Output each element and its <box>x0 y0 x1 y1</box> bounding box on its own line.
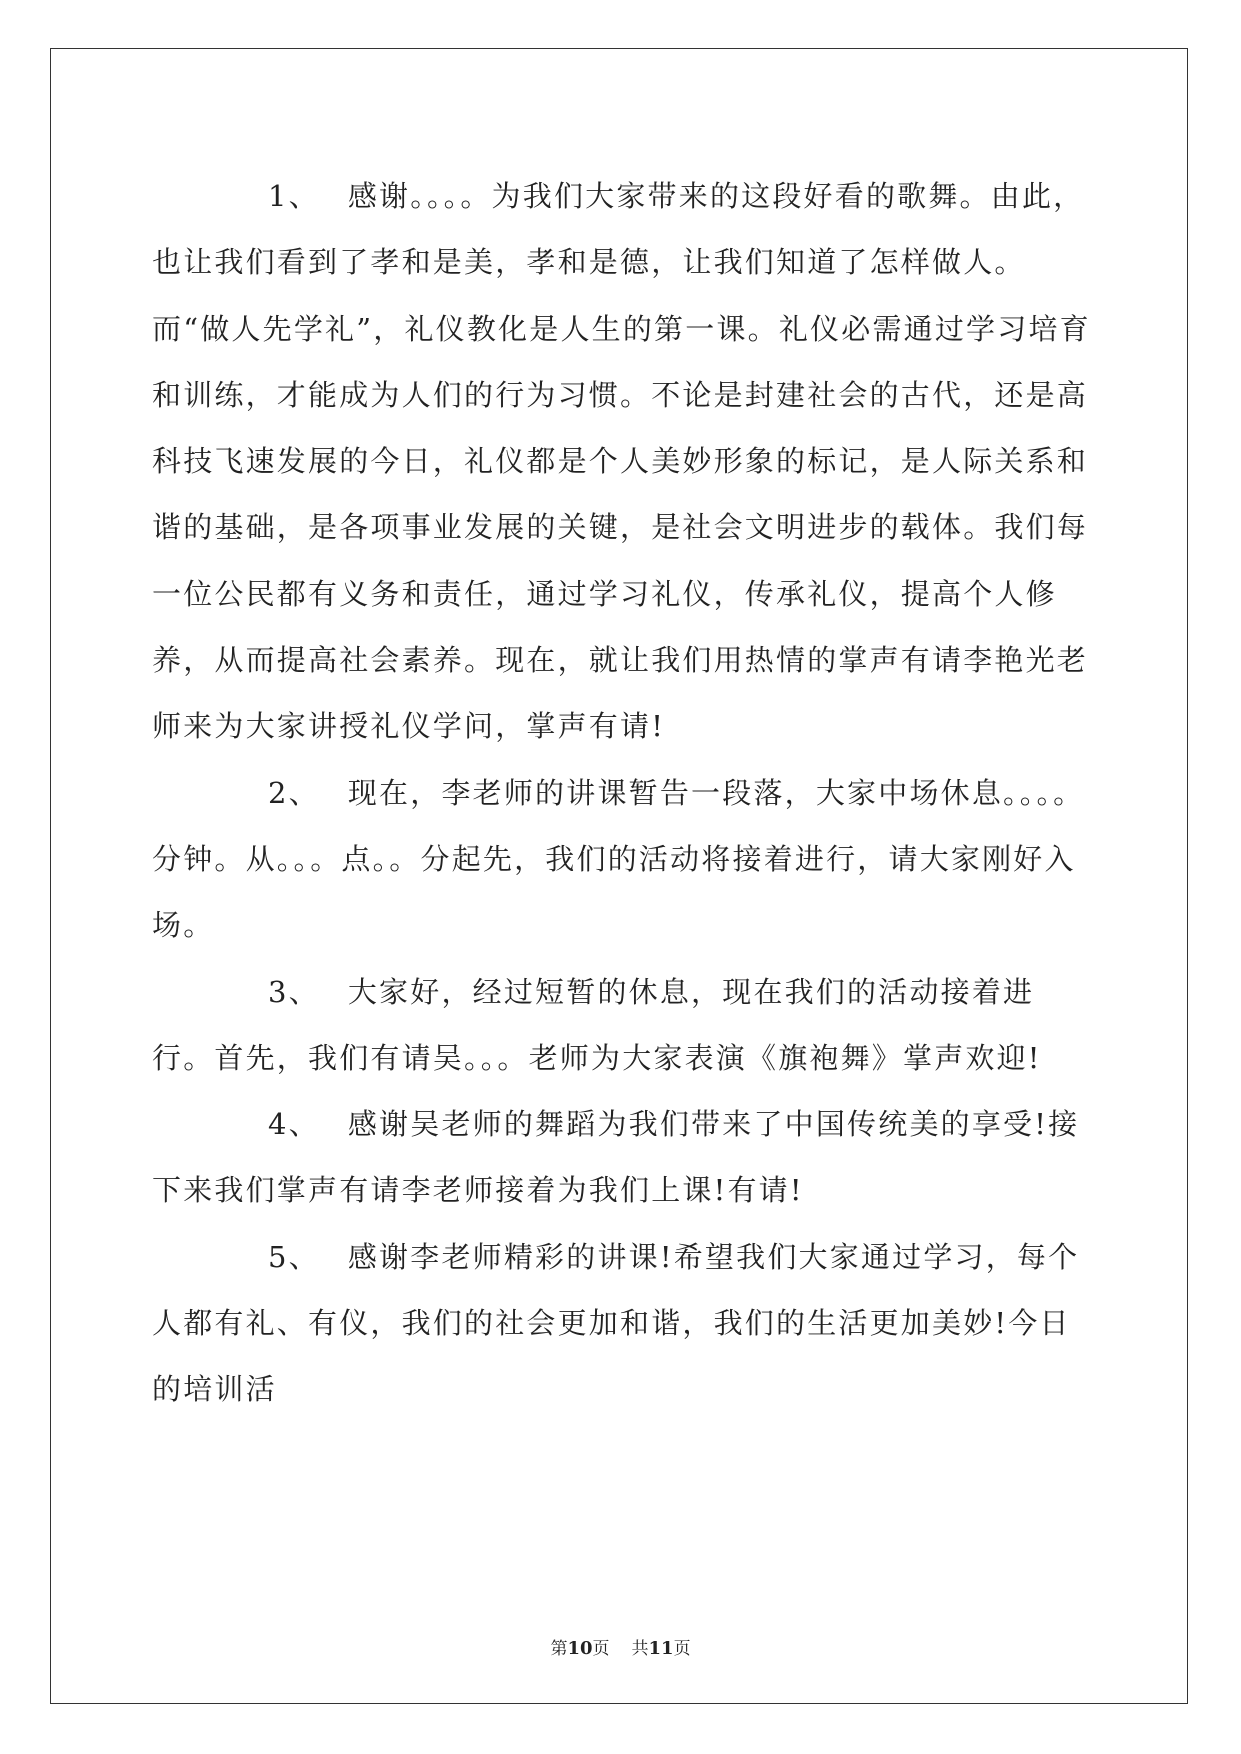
paragraph-2 <box>152 760 1092 959</box>
paragraph-4 <box>152 1091 1092 1224</box>
paragraph-text: 感谢吴老师的舞蹈为我们带来了中国传统美的享受!接下来我们掌声有请李老师接着为我们上课!有请! <box>152 1107 1080 1208</box>
paragraph-number: 4、 <box>268 1107 320 1142</box>
paragraph-number: 1、 <box>268 179 320 213</box>
page-footer <box>0 1634 1241 1659</box>
current-page-number: 10 <box>567 1638 593 1659</box>
document-body <box>152 163 1092 1423</box>
paragraph-text: 大家好，经过短暂的休息，现在我们的活动接着进行。首先，我们有请吴。。。老师为大家表演《旗袍舞》掌声欢迎! <box>152 974 1042 1075</box>
total-page-number: 11 <box>648 1638 674 1659</box>
paragraph-number: 5、 <box>268 1239 320 1274</box>
paragraph-5 <box>152 1224 1092 1423</box>
paragraph-number: 2、 <box>268 775 320 810</box>
page-suffix: 页 <box>592 1639 610 1659</box>
paragraph-text: 现在，李老师的讲课暂告一段落，大家中场休息。。。。分钟。从。。。点。。分起先，我们的活动将接着进行，请大家刚好入场。 <box>152 775 1085 943</box>
page-prefix: 第 <box>550 1639 568 1659</box>
paragraph-number: 3、 <box>268 974 320 1009</box>
paragraph-text: 感谢李老师精彩的讲课!希望我们大家通过学习，每个人都有礼、有仪，我们的社会更加和谐，我们的生活更加美妙!今日的培训活 <box>152 1239 1080 1407</box>
total-suffix: 页 <box>673 1639 691 1659</box>
total-prefix: 共 <box>631 1639 649 1659</box>
paragraph-1 <box>152 163 1092 760</box>
paragraph-3 <box>152 959 1092 1092</box>
paragraph-text: 感谢。。。。为我们大家带来的这段好看的歌舞。由此，也让我们看到了孝和是美，孝和是德，让我们知道了怎样做人。而“做人先学礼”，礼仪教化是人生的第一课。礼仪必需通过学习培育和训练，才能成为人们的行为习惯。不论是封建社会的古代，还是高科技飞速发展的今日，礼仪都是个人美妙形象的标记，是人际关系和谐的基础，是各项事业发展的关键，是社会文明进步的载体。我们每一位公民都有义务和责任，通过学习礼仪，传承礼仪，提高个人修养，从而提高社会素养。现在，就让我们用热情的掌声有请李艳光老师来为大家讲授礼仪学问，掌声有请! <box>152 179 1091 744</box>
